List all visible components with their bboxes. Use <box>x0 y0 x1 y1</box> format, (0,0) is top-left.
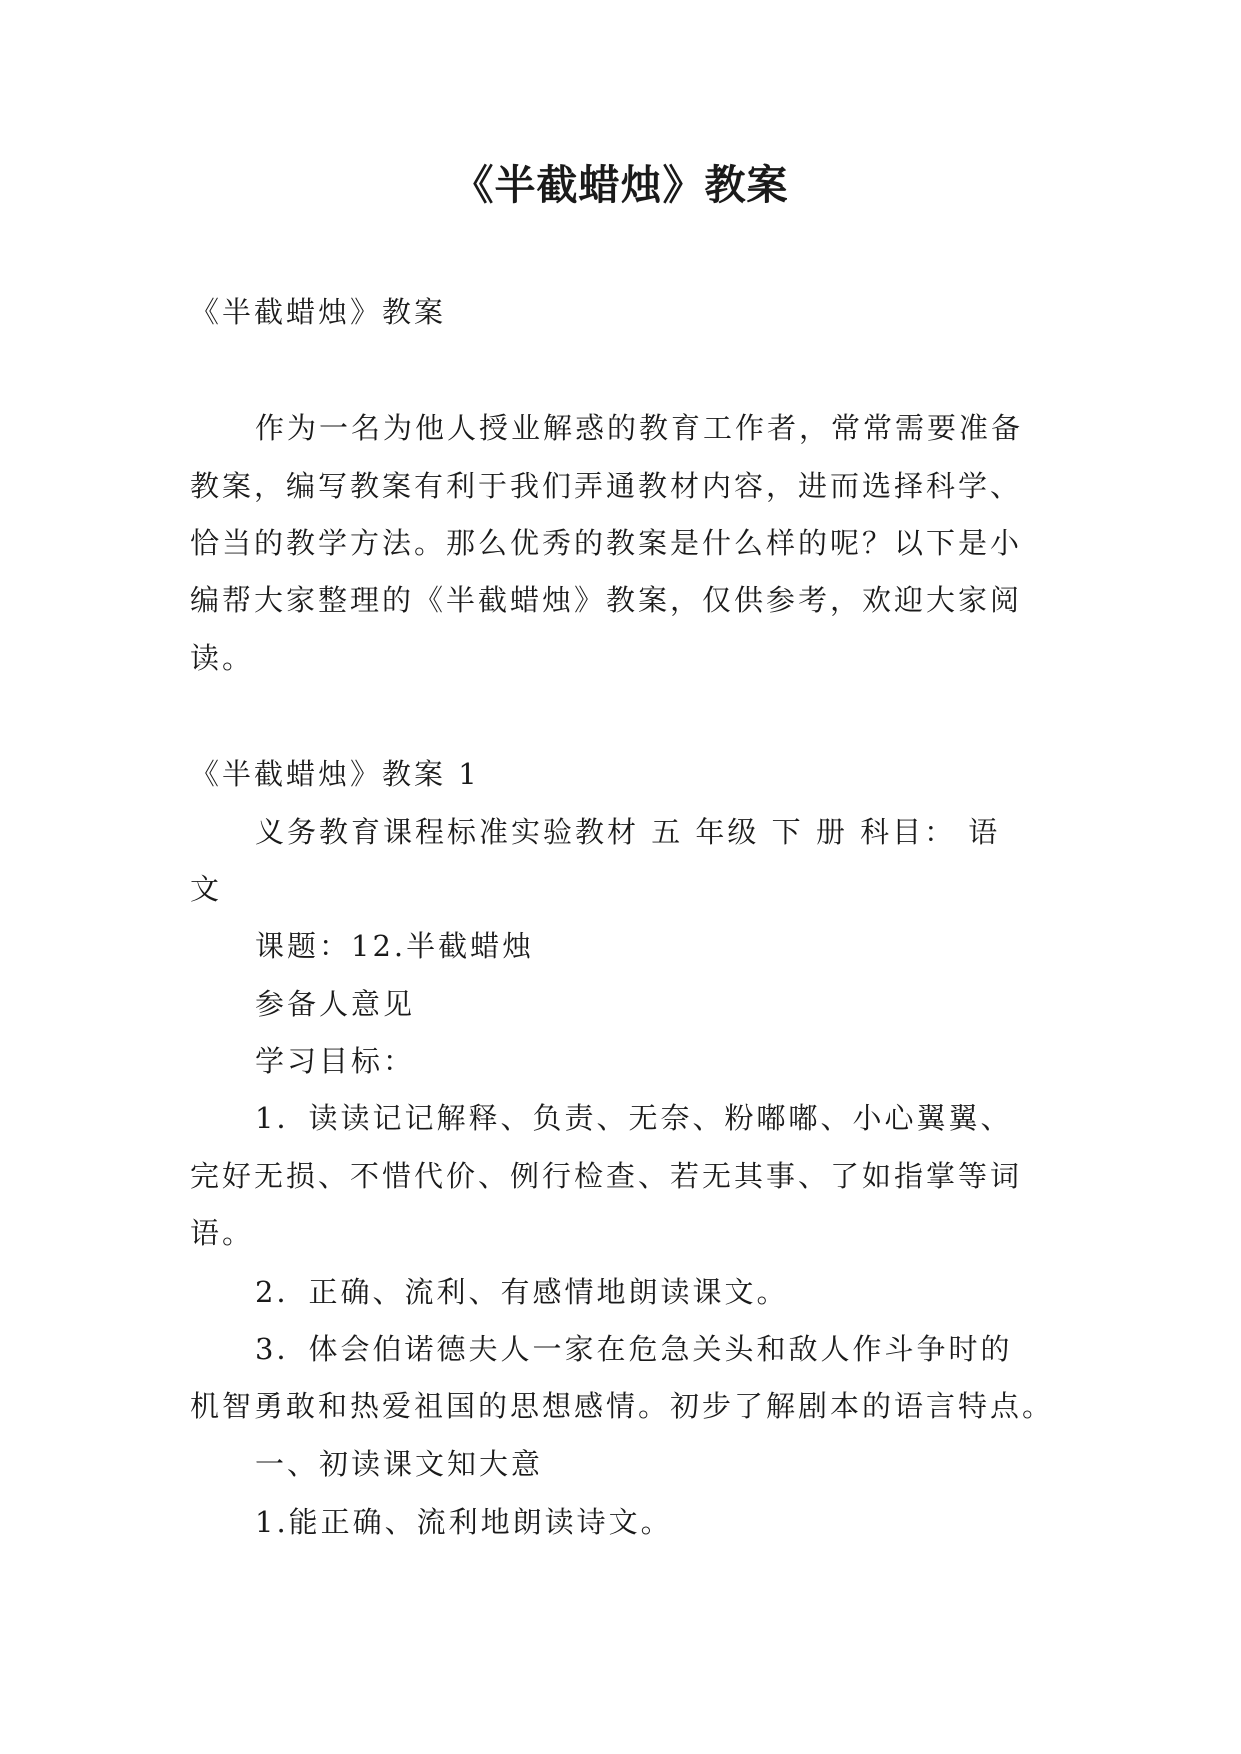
body-line: 2．正确、流利、有感情地朗读课文。 <box>255 1275 789 1309</box>
body-line: 完好无损、不惜代价、例行检查、若无其事、了如指掌等词 <box>190 1159 1023 1193</box>
body-line: 一、初读课文知大意 <box>255 1447 544 1481</box>
intro-line: 作为一名为他人授业解惑的教育工作者，常常需要准备 <box>255 411 1024 445</box>
intro-line: 教案，编写教案有利于我们弄通教材内容，进而选择科学、 <box>190 469 1023 503</box>
document-subtitle: 《半截蜡烛》教案 <box>190 295 447 329</box>
body-line: 语。 <box>190 1216 255 1250</box>
body-line: 1.能正确、流利地朗读诗文。 <box>255 1505 673 1539</box>
body-line: 课题：12.半截蜡烛 <box>255 929 535 963</box>
body-line: 1．读读记记解释、负责、无奈、粉嘟嘟、小心翼翼、 <box>255 1101 1013 1135</box>
intro-line: 恰当的教学方法。那么优秀的教案是什么样的呢？以下是小 <box>190 526 1023 560</box>
intro-line: 编帮大家整理的《半截蜡烛》教案，仅供参考，欢迎大家阅 <box>190 583 1023 617</box>
section-heading: 《半截蜡烛》教案 1 <box>190 757 480 791</box>
intro-line: 读。 <box>190 641 255 675</box>
body-line: 义务教育课程标准实验教材 五 年级 下 册 科目： 语 <box>255 815 1001 849</box>
body-line: 参备人意见 <box>255 987 416 1021</box>
page-title: 《半截蜡烛》教案 <box>452 161 789 209</box>
body-line: 机智勇敢和热爱祖国的思想感情。初步了解剧本的语言特点。 <box>190 1389 1055 1423</box>
body-line: 3．体会伯诺德夫人一家在危急关头和敌人作斗争时的 <box>255 1332 1013 1366</box>
body-line: 学习目标： <box>255 1044 416 1078</box>
body-line: 文 <box>190 872 223 906</box>
